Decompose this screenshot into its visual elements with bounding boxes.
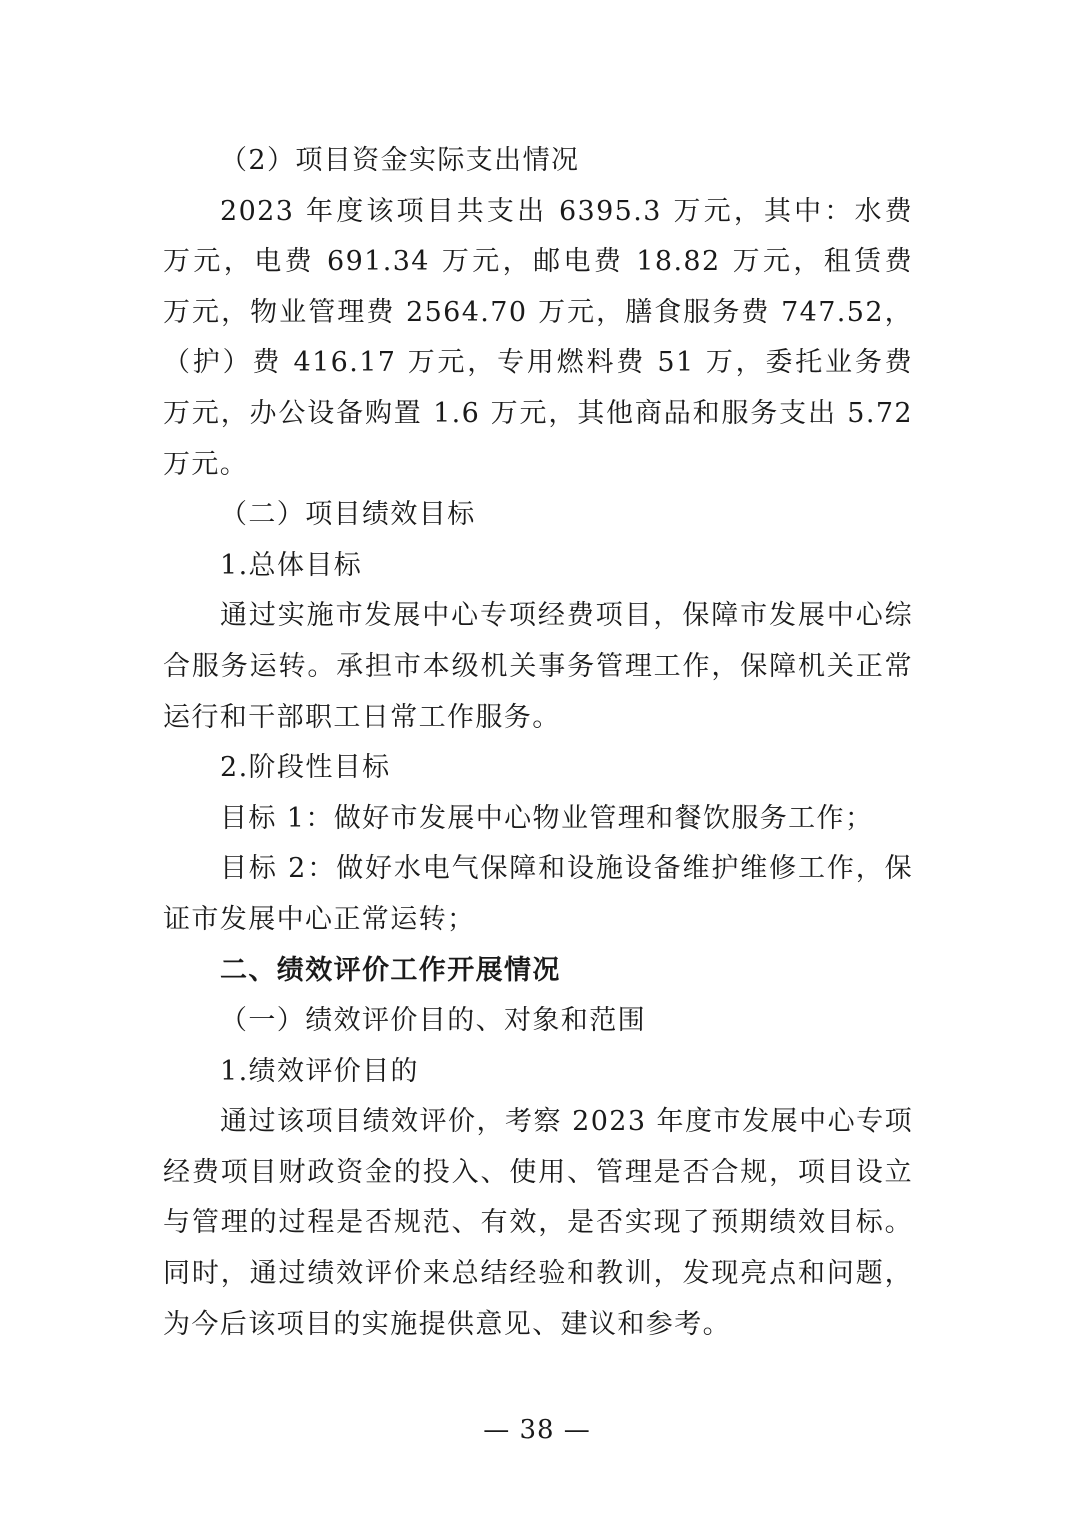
paragraph-line: 为今后该项目的实施提供意见、建议和参考。 — [163, 1308, 731, 1340]
paragraph-line: 与管理的过程是否规范、有效，是否实现了预期绩效目标。 — [163, 1207, 913, 1239]
subheading-stage-goals: 2.阶段性目标 — [220, 752, 391, 784]
subheading-evaluation-purpose: 1.绩效评价目的 — [220, 1055, 419, 1087]
paragraph-line: 万元，电费 691.34 万元，邮电费 18.82 万元，租赁费 — [163, 246, 913, 278]
paragraph-line: 万元。 — [163, 448, 249, 480]
subheading-performance-goals: （二）项目绩效目标 — [220, 499, 476, 531]
subheading-overall-goal: 1.总体目标 — [220, 549, 363, 581]
page-number: — 38 — — [483, 1415, 591, 1445]
paragraph-line: 运行和干部职工日常工作服务。 — [163, 701, 561, 733]
document-body — [163, 136, 913, 1350]
paragraph-line: 目标 2：做好水电气保障和设施设备维护维修工作，保 — [220, 853, 913, 885]
paragraph-line: 万元，办公设备购置 1.6 万元，其他商品和服务支出 5.72 — [163, 397, 913, 429]
paragraph-line: 经费项目财政资金的投入、使用、管理是否合规，项目设立 — [163, 1156, 913, 1188]
subheading-evaluation-scope: （一）绩效评价目的、对象和范围 — [220, 1005, 646, 1037]
paragraph-line: 目标 1：做好市发展中心物业管理和餐饮服务工作； — [220, 802, 874, 834]
paragraph-line: （护）费 416.17 万元，专用燃料费 51 万，委托业务费 — [163, 347, 913, 379]
paragraph-line: 合服务运转。承担市本级机关事务管理工作，保障机关正常 — [163, 650, 913, 682]
paragraph-line: 万元，物业管理费 2564.70 万元，膳食服务费 747.52， — [163, 296, 913, 328]
paragraph-line: 2023 年度该项目共支出 6395.3 万元，其中：水费 — [220, 195, 913, 227]
paragraph-line: 证市发展中心正常运转； — [163, 903, 476, 935]
paragraph-line: 通过实施市发展中心专项经费项目，保障市发展中心综 — [220, 600, 913, 632]
paragraph-line: 同时，通过绩效评价来总结经验和教训，发现亮点和问题， — [163, 1258, 913, 1290]
paragraph-line: 通过该项目绩效评价，考察 2023 年度市发展中心专项 — [220, 1106, 913, 1138]
section-heading: 二、绩效评价工作开展情况 — [220, 954, 561, 986]
subheading-fund-expenditure: （2）项目资金实际支出情况 — [220, 145, 580, 176]
